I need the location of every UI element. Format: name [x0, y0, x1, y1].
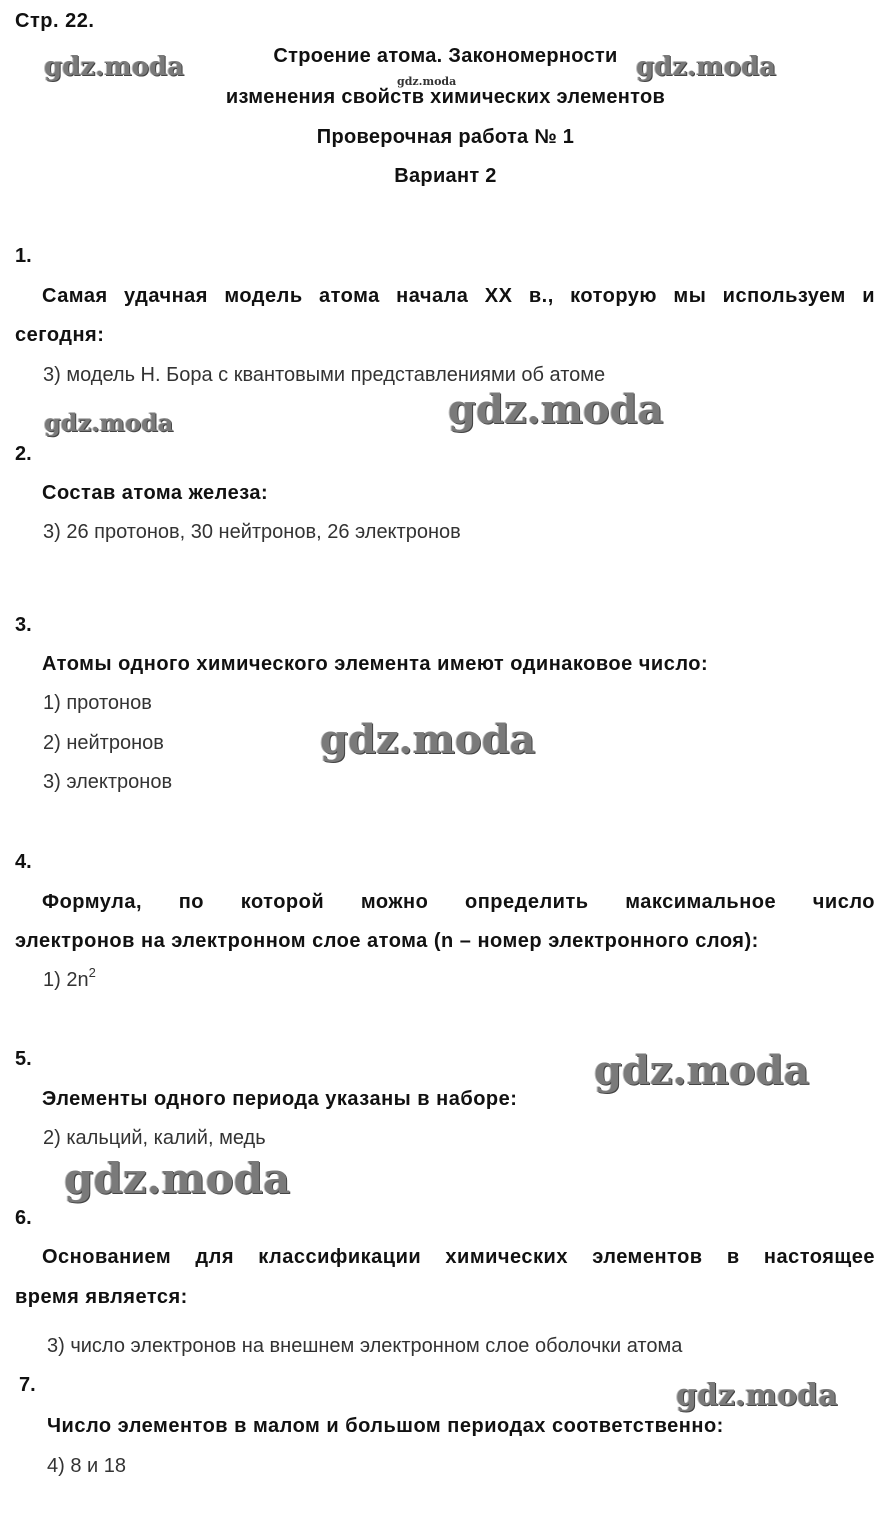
watermark-logo: gdz.moda [44, 408, 174, 437]
question-4-answer [43, 965, 96, 992]
work-title: Проверочная работа № 1 [316, 126, 575, 148]
question-3-text: Атомы одного химического элемента имеют одинаковое число: [42, 653, 709, 675]
watermark-logo: gdz.moda [448, 386, 664, 433]
page-number-label: Стр. 22. [15, 10, 95, 32]
question-4-text-line-1: Формула, по которой можно определить максимальное число [42, 891, 875, 913]
question-6-text-line-1: Основанием для классификации химических элементов в настоящее [42, 1246, 875, 1268]
question-4-answer-exponent: 2 [88, 965, 96, 980]
question-5-number: 5. [15, 1048, 32, 1070]
question-3-number: 3. [15, 614, 32, 636]
question-5-answer: 2) кальций, калий, медь [43, 1127, 266, 1149]
question-3-answer-3: 3) электронов [43, 771, 173, 793]
question-1-number: 1. [15, 245, 32, 267]
question-3-answer-1: 1) протонов [43, 692, 152, 714]
watermark-logo: gdz.moda [397, 75, 457, 88]
watermark-logo: gdz.moda [676, 1378, 838, 1413]
watermark-logo: gdz.moda [64, 1154, 291, 1203]
question-2-number: 2. [15, 443, 32, 465]
question-4-number: 4. [15, 851, 32, 873]
question-7-number: 7. [19, 1374, 36, 1396]
watermark-logo: gdz.moda [594, 1047, 810, 1094]
question-1-answer: 3) модель Н. Бора с квантовыми представлениями об атоме [43, 364, 606, 386]
question-2-text: Состав атома железа: [42, 482, 269, 504]
question-4-text-line-2: электронов на электронном слое атома (n – номер электронного слоя): [15, 930, 759, 952]
document-title-line-2: изменения свойств химических элементов [225, 86, 666, 108]
watermark-logo: gdz.moda [320, 716, 536, 763]
question-4-answer-formula: 1) 2n [43, 969, 89, 991]
watermark-logo: gdz.moda [44, 52, 185, 82]
question-7-answer: 4) 8 и 18 [47, 1455, 126, 1477]
question-6-text-line-2: время является: [15, 1286, 188, 1308]
watermark-logo: gdz.moda [636, 52, 777, 82]
question-1-text-line-1: Самая удачная модель атома начала XX в., которую мы используем и [42, 285, 875, 307]
variant-label: Вариант 2 [394, 165, 497, 187]
question-6-answer: 3) число электронов на внешнем электронном слое оболочки атома [47, 1335, 683, 1357]
question-7-text: Число элементов в малом и большом периодах соответственно: [47, 1415, 724, 1437]
question-2-answer: 3) 26 протонов, 30 нейтронов, 26 электронов [43, 521, 461, 543]
question-6-number: 6. [15, 1207, 32, 1229]
question-1-text-line-2: сегодня: [15, 324, 105, 346]
document-title-line-1: Строение атома. Закономерности [273, 45, 618, 67]
question-3-answer-2: 2) нейтронов [43, 732, 164, 754]
question-5-text: Элементы одного периода указаны в наборе: [42, 1088, 518, 1110]
